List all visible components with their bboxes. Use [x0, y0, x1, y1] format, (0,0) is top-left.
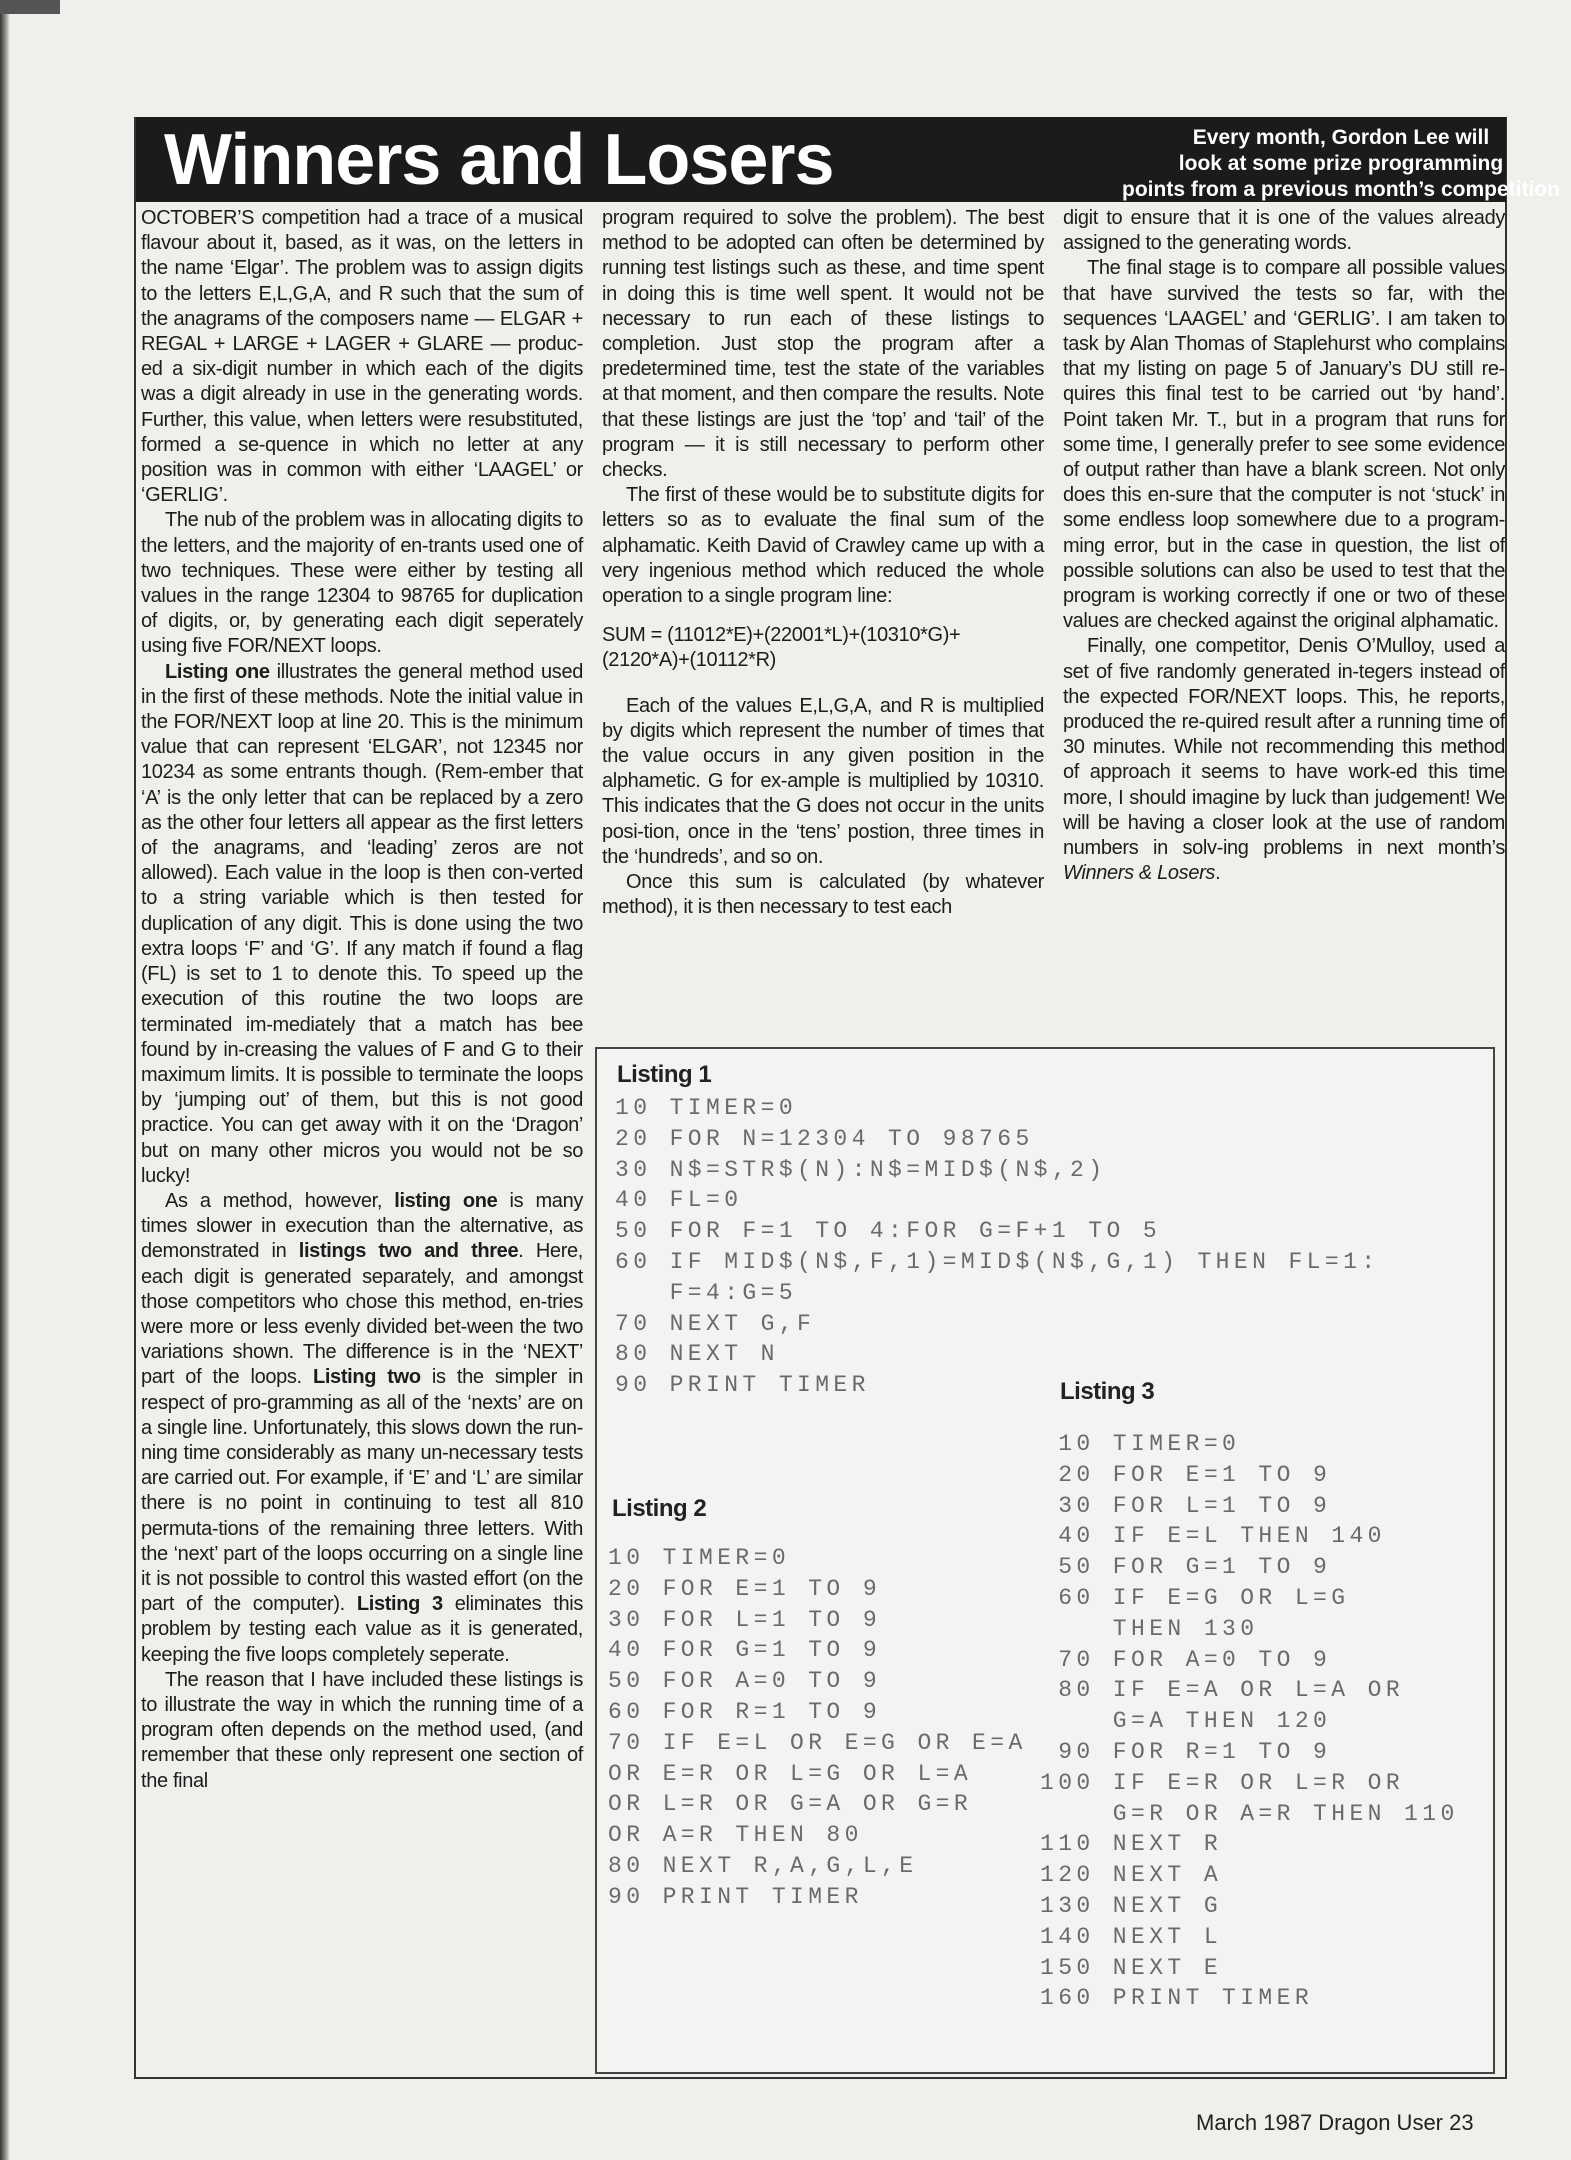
standfirst-line: look at some prize programming	[1178, 152, 1504, 175]
code-line: 90 PRINT TIMER	[615, 1372, 870, 1399]
code-line: 70 NEXT G,F	[615, 1310, 816, 1337]
body-text: . Here, each digit is generated separately, and amongst those competitors who chose this method, en-tries were more or less evenly divided bet-ween the two variations shown. The difference is in the ‘NEXT’ part of the loops.	[141, 1240, 583, 1389]
article-header	[136, 117, 1560, 202]
code-line: 140 NEXT L	[1040, 1923, 1223, 1950]
bold-text: Listing two	[312, 1366, 421, 1389]
paragraph	[141, 1189, 583, 1668]
page-footer: March 1987 Dragon User 23	[1196, 2110, 1474, 2135]
code-line: OR L=R OR G=A OR G=R	[608, 1791, 973, 1818]
code-line: 20 FOR N=12304 TO 98765	[615, 1125, 1034, 1152]
bold-text: Listing 3	[356, 1593, 443, 1616]
paragraph	[602, 870, 1044, 920]
formula-paragraph	[602, 623, 1044, 673]
code-line: 30 FOR L=1 TO 9	[608, 1606, 882, 1633]
code-line: G=R OR A=R THEN 110	[1040, 1800, 1459, 1827]
listing-2-title: Listing 2	[612, 1495, 707, 1522]
code-line: 60 IF MID$(N$,F,1)=MID$(N$,G,1) THEN FL=1:	[615, 1248, 1380, 1275]
paragraph	[1063, 634, 1505, 886]
paragraph	[602, 694, 1044, 870]
body-text: OCTOBER’S competition had a trace of a musical flavour about it, based, as it was, on the letters in the name ‘Elgar’. The problem was to assign digits to the letters E,L,G,A, and R such that the sum of the anagrams of the composers name — ELGAR + REGAL + LARGE + LAGER + GLARE — produc-ed a six-digit number in which each of the digits was a digit already in use in the generating words. Further, this value, when letters were resubstituted, formed a se-quence in which no letter at any position was in common with either ‘LAAGEL’ or ‘GERLIG’.	[141, 207, 583, 507]
code-line: THEN 130	[1040, 1615, 1259, 1642]
body-text: The final stage is to compare all possible values that have survived the tests so far, with the sequences ‘LAAGEL’ and ‘GERLIG’. I am taken to task by Alan Thomas of Staplehurst who complains that my listing on page 5 of January’s DU still re-quires this final test to be carried out ‘by hand’. Point taken Mr. T., but in a program that runs for some time, I generally prefer to see some evidence of output rather than have a blank screen. Not only does this en-sure that the computer is not ‘stuck’ in some endless loop somewhere due to a program-ming error, but in the case in question, the list of possible solutions can also be used to test that the program is working correctly if one or two of these values are checked against the original alphamatic.	[1063, 257, 1505, 633]
code-line: G=A THEN 120	[1040, 1708, 1332, 1735]
code-line: 20 FOR E=1 TO 9	[608, 1575, 882, 1602]
code-line: OR E=R OR L=G OR L=A	[608, 1760, 973, 1787]
paragraph	[602, 483, 1044, 609]
paragraph	[141, 508, 583, 659]
code-line: 10 TIMER=0	[1040, 1431, 1241, 1457]
body-text: is many times slower in execution than the alternative, as demonstrated in	[141, 1189, 583, 1263]
code-line: 120 NEXT A	[1040, 1862, 1223, 1889]
article-standfirst	[1076, 125, 1571, 203]
listing-3-title: Listing 3	[1060, 1378, 1155, 1405]
text-column-3	[1063, 206, 1505, 886]
code-line: 110 NEXT R	[1040, 1831, 1223, 1858]
code-line: 90 PRINT TIMER	[608, 1883, 863, 1910]
body-text: illustrates the general method used in the first of these methods. Note the initial value in the FOR/NEXT loop at line 20. This is the minimum value that can represent ‘ELGAR’, not 12345 nor 10234 as some entrants though. (Rem-ember that ‘A’ is the only letter that can be replaced by a zero as the other four letters all appear as the first letters of the anagrams, and ‘leading’ zeros are not allowed). Each value in the loop is then con-verted to a string variable which is then tested for duplication of any digit. This is done using the two extra loops ‘F’ and ‘G’. If any match if found a flag (FL) is set to 1 to denote this. To speed up the execution of this routine the two loops are terminated im-mediately that a match has bee found by in-creasing the values of F and G to their maximum limits. It is possible to terminate the loops by ‘jumping out’ of them, but this is not good practice. You can get away with it on the ‘Dragon’ but on many other micros you would not be so lucky!	[141, 660, 583, 1187]
paragraph	[602, 206, 1044, 483]
bold-text: listing one	[394, 1189, 498, 1212]
code-line: 60 FOR R=1 TO 9	[608, 1698, 882, 1725]
code-line: 80 NEXT R,A,G,L,E	[608, 1852, 918, 1879]
listing-2-code	[608, 1543, 1027, 1913]
listing-1-title: Listing 1	[617, 1061, 712, 1088]
bold-text: Listing one	[165, 660, 270, 683]
body-text: The first of these would be to substitute digits for letters so as to evaluate the final sum of the alphamatic. Keith David of Crawley came up with a very ingenious method which reduced the whole operation to a single program line:	[602, 484, 1044, 608]
body-text: As a method, however,	[165, 1189, 395, 1212]
page-binding-shadow	[0, 0, 10, 2160]
paragraph	[141, 1668, 583, 1794]
code-line: 30 FOR L=1 TO 9	[1040, 1492, 1332, 1519]
code-line: F=4:G=5	[615, 1279, 798, 1306]
code-line: OR A=R THEN 80	[608, 1822, 863, 1849]
body-text: The nub of the problem was in allocating digits to the letters, and the majority of en-trants used one of two techniques. These were either by testing all values in the range 12304 to 98765 for duplication of digits, or, by generating each digit seperately using five FOR/NEXT loops.	[141, 509, 583, 658]
scan-edge	[0, 0, 60, 14]
code-line: 70 IF E=L OR E=G OR E=A	[608, 1729, 1027, 1756]
code-line: 60 IF E=G OR L=G	[1040, 1584, 1350, 1611]
code-line: 40 FL=0	[615, 1187, 743, 1214]
paragraph	[1063, 256, 1505, 634]
body-text: SUM = (11012*E)+(22001*L)+(10310*G)+ (2120*A)+(10112*R)	[602, 624, 961, 672]
code-line: 50 FOR F=1 TO 4:FOR G=F+1 TO 5	[615, 1218, 1162, 1245]
code-line: 90 FOR R=1 TO 9	[1040, 1738, 1332, 1765]
article-title: Winners and Losers	[164, 120, 834, 200]
listing-3-code	[1040, 1429, 1459, 2014]
body-text: eliminates this problem by testing each value as it is generated, keeping the five loops completely seperate.	[141, 1593, 584, 1666]
body-text: .	[1215, 862, 1221, 885]
body-text: Finally, one competitor, Denis O’Mulloy, used a set of five randomly generated in-tegers instead of the expected FOR/NEXT loops. This, he reports, produced the re-quired result after a running time of 30 minutes. While not recommending this method of approach it seems to have work-ed this time more, I should imagine by luck than judgement! We will be having a closer look at the use of random numbers in solv-ing problems in next month’s	[1063, 635, 1505, 860]
italic-text: Winners & Losers	[1063, 862, 1216, 885]
code-line: 40 IF E=L THEN 140	[1040, 1523, 1386, 1550]
code-line: 130 NEXT G	[1040, 1892, 1223, 1919]
bold-text: listings two and three	[298, 1240, 519, 1263]
code-line: 50 FOR G=1 TO 9	[1040, 1554, 1332, 1581]
body-text: Once this sum is calculated (by whatever method), it is then necessary to test each	[602, 871, 1044, 919]
code-line: 80 IF E=A OR L=A OR	[1040, 1677, 1405, 1704]
body-text: program required to solve the problem). The best method to be adopted can often be determined by running test listings such as these, and time spent in doing this is time well spent. It would not be necessary to run each of these listings to completion. Just stop the program after a predetermined time, test the state of the variables at that moment, and then compare the results. Note that these listings are just the ‘top’ and ‘tail’ of the program — it is still necessary to perform other checks.	[602, 207, 1044, 482]
code-line: 50 FOR A=0 TO 9	[608, 1668, 882, 1695]
code-line: 70 FOR A=0 TO 9	[1040, 1646, 1332, 1673]
code-line: 40 FOR G=1 TO 9	[608, 1637, 882, 1664]
body-text: is the simpler in respect of pro-gramming as all of the ‘nexts’ are on a single line. Unfortunately, this slows down the run-ning time considerably as many un-necessary tests are carried out. For example, if ‘E’ and ‘L’ are similar there is no point in continuing to test all 810 permuta-tions of the remaining three letters. With the ‘next’ part of the loops occurring on a single line it is not possible to control this wasted effort (on the part of the computer).	[141, 1366, 583, 1616]
listing-1-code	[615, 1093, 1380, 1401]
code-line: 160 PRINT TIMER	[1040, 1985, 1314, 2012]
text-column-1	[141, 206, 583, 1794]
code-line: 80 NEXT N	[615, 1341, 779, 1368]
code-line: 20 FOR E=1 TO 9	[1040, 1461, 1332, 1488]
standfirst-line: Every month, Gordon Lee will	[1192, 126, 1490, 149]
code-line: 30 N$=STR$(N):N$=MID$(N$,2)	[615, 1156, 1107, 1183]
code-line: 150 NEXT E	[1040, 1954, 1223, 1981]
standfirst-line: points from a previous month’s competition	[1122, 178, 1560, 201]
text-column-2	[602, 206, 1044, 920]
paragraph	[1063, 206, 1505, 256]
code-line: 100 IF E=R OR L=R OR	[1040, 1769, 1405, 1796]
code-line: 10 TIMER=0	[615, 1095, 798, 1121]
paragraph	[141, 660, 583, 1189]
paragraph	[141, 206, 583, 508]
code-line: 10 TIMER=0	[608, 1545, 791, 1571]
body-text: The reason that I have included these listings is to illustrate the way in which the running time of a program often depends on the method used, (and remember that these only represent one section of the final	[141, 1668, 583, 1792]
body-text: Each of the values E,L,G,A, and R is multiplied by digits which represent the number of times that the value occurs in any given position in the alphametic. G for ex-ample is multiplied by 10310. This indicates that the G does not occur in the units posi-tion, once in the ‘tens’ postion, three times in the ‘hundreds’, and so on.	[602, 694, 1044, 868]
body-text: digit to ensure that it is one of the values already assigned to the generating words.	[1063, 207, 1505, 255]
